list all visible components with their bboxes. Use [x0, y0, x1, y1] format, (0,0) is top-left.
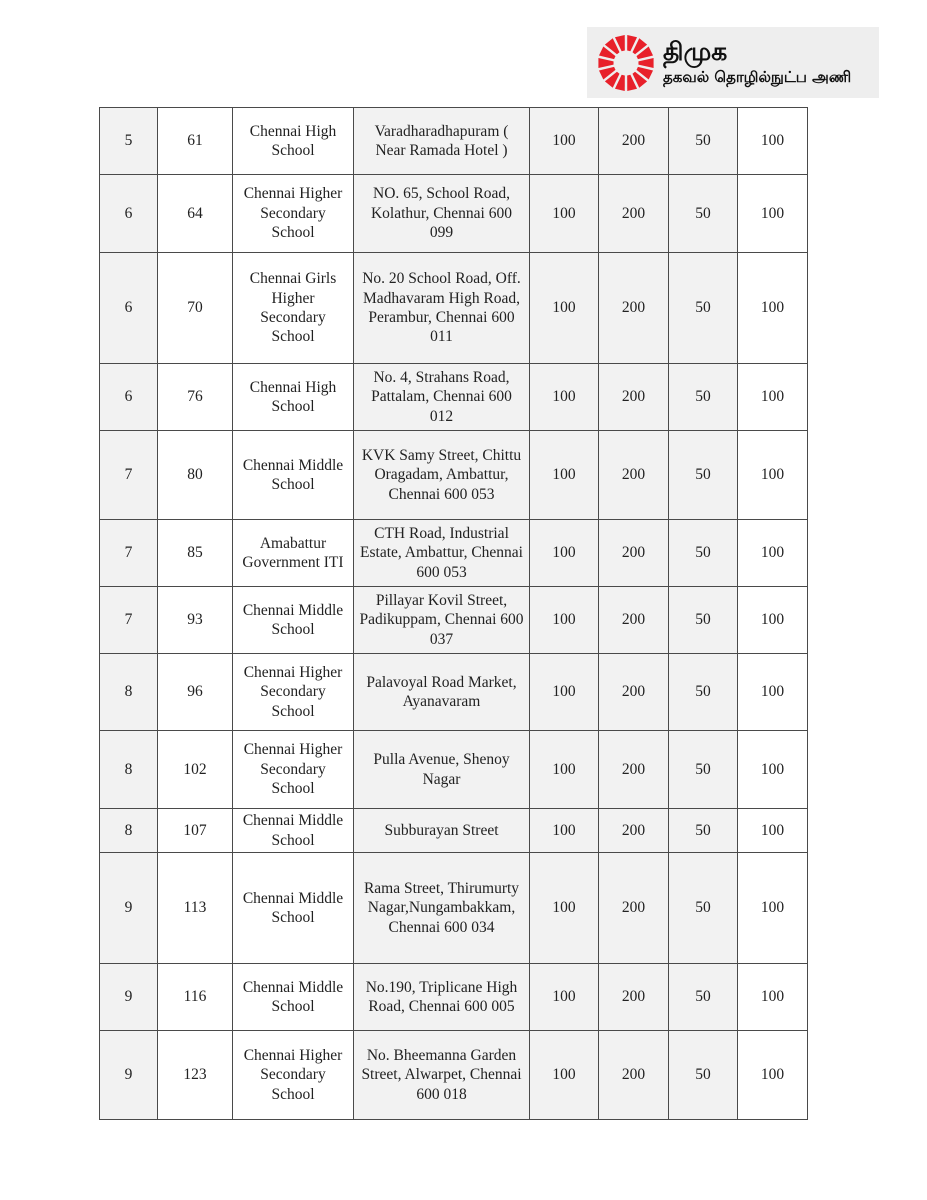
school-cell: Chennai High School	[233, 364, 354, 431]
address-cell: Pillayar Kovil Street, Padikuppam, Chennai 600 037	[354, 587, 530, 654]
zone-cell: 6	[100, 364, 158, 431]
zone-cell: 9	[100, 853, 158, 964]
school-cell: Chennai Middle School	[233, 853, 354, 964]
address-cell: Rama Street, Thirumurty Nagar,Nungambakkam, Chennai 600 034	[354, 853, 530, 964]
zone-cell: 8	[100, 731, 158, 809]
table-row	[100, 587, 808, 654]
value-cell-1: 100	[530, 175, 599, 253]
value-cell-4: 100	[738, 654, 808, 731]
value-cell-2: 200	[599, 431, 669, 520]
value-cell-3: 50	[669, 364, 738, 431]
logo-subtitle: தகவல் தொழில்நுட்ப அணி	[663, 67, 852, 86]
table-row	[100, 1031, 808, 1120]
ward-cell: 96	[158, 654, 233, 731]
value-cell-3: 50	[669, 654, 738, 731]
school-cell: Chennai Middle School	[233, 431, 354, 520]
ward-cell: 61	[158, 108, 233, 175]
sun-ray	[638, 57, 653, 67]
school-cell: Chennai Girls Higher Secondary School	[233, 253, 354, 364]
ward-cell: 107	[158, 809, 233, 853]
value-cell-2: 200	[599, 253, 669, 364]
value-cell-3: 50	[669, 587, 738, 654]
table-row	[100, 520, 808, 587]
zone-cell: 7	[100, 431, 158, 520]
value-cell-3: 50	[669, 1031, 738, 1120]
zone-cell: 7	[100, 520, 158, 587]
address-cell: No. 4, Strahans Road, Pattalam, Chennai 600 012	[354, 364, 530, 431]
ward-cell: 64	[158, 175, 233, 253]
value-cell-4: 100	[738, 364, 808, 431]
value-cell-1: 100	[530, 853, 599, 964]
value-cell-1: 100	[530, 520, 599, 587]
value-cell-4: 100	[738, 809, 808, 853]
value-cell-2: 200	[599, 731, 669, 809]
value-cell-1: 100	[530, 431, 599, 520]
zone-cell: 8	[100, 809, 158, 853]
value-cell-4: 100	[738, 731, 808, 809]
ward-cell: 80	[158, 431, 233, 520]
table-row	[100, 253, 808, 364]
value-cell-2: 200	[599, 1031, 669, 1120]
zone-cell: 6	[100, 175, 158, 253]
table-row	[100, 853, 808, 964]
address-cell: Palavoyal Road Market, Ayanavaram	[354, 654, 530, 731]
zone-cell: 9	[100, 964, 158, 1031]
school-cell: Chennai Middle School	[233, 587, 354, 654]
ward-cell: 102	[158, 731, 233, 809]
address-cell: Subburayan Street	[354, 809, 530, 853]
value-cell-4: 100	[738, 520, 808, 587]
zone-cell: 7	[100, 587, 158, 654]
value-cell-2: 200	[599, 809, 669, 853]
value-cell-4: 100	[738, 1031, 808, 1120]
table-row	[100, 364, 808, 431]
zone-cell: 6	[100, 253, 158, 364]
rising-sun-icon	[597, 34, 655, 92]
sun-ray	[598, 57, 613, 67]
polling-stations-table	[99, 107, 808, 1120]
table-row	[100, 431, 808, 520]
address-cell: Pulla Avenue, Shenoy Nagar	[354, 731, 530, 809]
school-cell: Chennai Middle School	[233, 964, 354, 1031]
zone-cell: 9	[100, 1031, 158, 1120]
school-cell: Amabattur Government ITI	[233, 520, 354, 587]
value-cell-1: 100	[530, 964, 599, 1031]
value-cell-2: 200	[599, 853, 669, 964]
value-cell-4: 100	[738, 253, 808, 364]
table-row	[100, 809, 808, 853]
logo-name: திமுக	[663, 36, 728, 66]
zone-cell: 8	[100, 654, 158, 731]
ward-cell: 70	[158, 253, 233, 364]
value-cell-1: 100	[530, 587, 599, 654]
value-cell-3: 50	[669, 253, 738, 364]
value-cell-3: 50	[669, 731, 738, 809]
value-cell-2: 200	[599, 108, 669, 175]
school-cell: Chennai High School	[233, 108, 354, 175]
ward-cell: 116	[158, 964, 233, 1031]
value-cell-2: 200	[599, 964, 669, 1031]
address-cell: NO. 65, School Road, Kolathur, Chennai 600 099	[354, 175, 530, 253]
ward-cell: 123	[158, 1031, 233, 1120]
value-cell-4: 100	[738, 431, 808, 520]
address-cell: CTH Road, Industrial Estate, Ambattur, Chennai 600 053	[354, 520, 530, 587]
ward-cell: 85	[158, 520, 233, 587]
ward-cell: 93	[158, 587, 233, 654]
value-cell-1: 100	[530, 364, 599, 431]
value-cell-3: 50	[669, 809, 738, 853]
school-cell: Chennai Higher Secondary School	[233, 1031, 354, 1120]
value-cell-1: 100	[530, 108, 599, 175]
value-cell-2: 200	[599, 587, 669, 654]
value-cell-3: 50	[669, 431, 738, 520]
table-row	[100, 108, 808, 175]
ward-cell: 113	[158, 853, 233, 964]
value-cell-1: 100	[530, 731, 599, 809]
address-cell: Varadharadhapuram ( Near Ramada Hotel )	[354, 108, 530, 175]
value-cell-1: 100	[530, 1031, 599, 1120]
value-cell-4: 100	[738, 108, 808, 175]
value-cell-3: 50	[669, 108, 738, 175]
value-cell-3: 50	[669, 175, 738, 253]
school-cell: Chennai Higher Secondary School	[233, 175, 354, 253]
table-row	[100, 731, 808, 809]
value-cell-4: 100	[738, 175, 808, 253]
address-cell: No. Bheemanna Garden Street, Alwarpet, Chennai 600 018	[354, 1031, 530, 1120]
value-cell-1: 100	[530, 253, 599, 364]
value-cell-4: 100	[738, 587, 808, 654]
ward-cell: 76	[158, 364, 233, 431]
zone-cell: 5	[100, 108, 158, 175]
address-cell: No.190, Triplicane High Road, Chennai 600 005	[354, 964, 530, 1031]
value-cell-1: 100	[530, 654, 599, 731]
value-cell-3: 50	[669, 964, 738, 1031]
value-cell-3: 50	[669, 520, 738, 587]
table-row	[100, 964, 808, 1031]
school-cell: Chennai Higher Secondary School	[233, 731, 354, 809]
table-row	[100, 175, 808, 253]
address-cell: No. 20 School Road, Off. Madhavaram High Road, Perambur, Chennai 600 011	[354, 253, 530, 364]
value-cell-2: 200	[599, 364, 669, 431]
address-cell: KVK Samy Street, Chittu Oragadam, Ambattur, Chennai 600 053	[354, 431, 530, 520]
table-row	[100, 654, 808, 731]
value-cell-2: 200	[599, 520, 669, 587]
school-cell: Chennai Higher Secondary School	[233, 654, 354, 731]
value-cell-4: 100	[738, 853, 808, 964]
value-cell-2: 200	[599, 175, 669, 253]
value-cell-3: 50	[669, 853, 738, 964]
party-logo	[587, 27, 879, 98]
value-cell-1: 100	[530, 809, 599, 853]
value-cell-4: 100	[738, 964, 808, 1031]
school-cell: Chennai Middle School	[233, 809, 354, 853]
value-cell-2: 200	[599, 654, 669, 731]
